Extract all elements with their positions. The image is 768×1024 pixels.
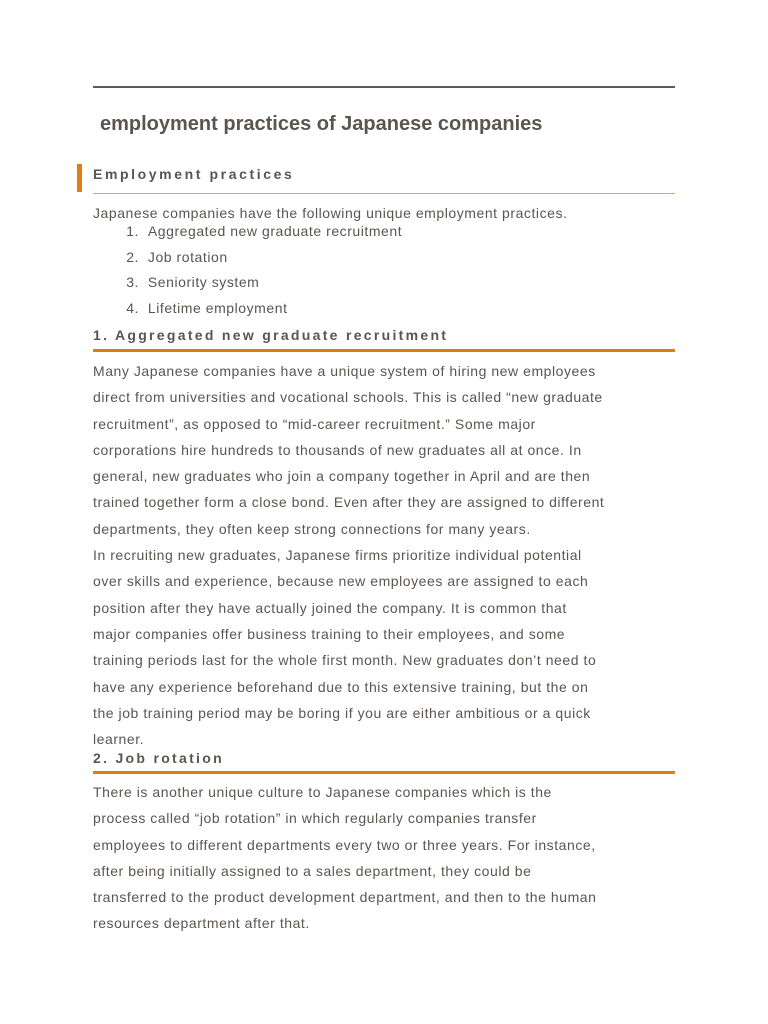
body-line: after being initially assigned to a sales department, they could be <box>93 862 532 879</box>
body-line: general, new graduates who join a company together in April and are then <box>93 468 591 485</box>
body-line: the job training period may be boring if you are either ambitious or a quick <box>93 704 591 721</box>
section-divider <box>93 193 675 194</box>
list-item-number: 4. <box>126 300 139 316</box>
list-item <box>93 223 402 239</box>
body-line: transferred to the product development department, and then to the human <box>93 889 597 906</box>
subsection-body <box>93 358 683 752</box>
list-item <box>93 274 259 290</box>
body-line: have any experience beforehand due to this extensive training, but the on <box>93 678 589 695</box>
list-item-label: Lifetime employment <box>147 300 288 316</box>
body-line: Many Japanese companies have a unique system of hiring new employees <box>93 363 596 379</box>
body-line: recruitment”, as opposed to “mid-career recruitment.” Some major <box>93 415 536 432</box>
body-line: over skills and experience, because new employees are assigned to each <box>93 573 589 590</box>
subsection-heading: 2. Job rotation <box>93 750 224 766</box>
body-line: direct from universities and vocational schools. This is called “new graduate <box>93 389 603 406</box>
intro-paragraph: Japanese companies have the following unique employment practices. <box>93 205 568 221</box>
list-item <box>93 300 288 316</box>
document-title: employment practices of Japanese companies <box>100 113 543 135</box>
list-item <box>93 249 228 265</box>
subsection-divider <box>93 771 675 774</box>
list-item-label: Seniority system <box>147 274 260 290</box>
body-line: trained together form a close bond. Even after they are assigned to different <box>93 494 605 511</box>
subsection-heading: 1. Aggregated new graduate recruitment <box>93 327 449 343</box>
section-accent-bar <box>77 164 82 192</box>
body-line: employees to different departments every two or three years. For instance, <box>93 836 596 853</box>
list-item-label: Job rotation <box>147 249 228 265</box>
section-heading: Employment practices <box>93 166 295 182</box>
list-item-number: 2. <box>126 249 139 265</box>
subsection-body <box>93 779 683 937</box>
body-line: In recruiting new graduates, Japanese firms prioritize individual potential <box>93 547 582 564</box>
body-line: major companies offer business training to their employees, and some <box>93 625 566 642</box>
subsection-divider <box>93 349 675 352</box>
body-line: resources department after that. <box>93 915 310 932</box>
list-item-number: 1. <box>126 223 139 239</box>
body-line: process called “job rotation” in which regularly companies transfer <box>93 810 537 827</box>
top-divider <box>93 86 675 88</box>
body-line: learner. <box>93 731 145 748</box>
list-item-number: 3. <box>126 274 139 290</box>
body-line: There is another unique culture to Japanese companies which is the <box>93 784 552 800</box>
body-line: training periods last for the whole first month. New graduates don’t need to <box>93 652 597 669</box>
list-item-label: Aggregated new graduate recruitment <box>147 223 403 239</box>
body-line: corporations hire hundreds to thousands of new graduates all at once. In <box>93 441 582 458</box>
body-line: departments, they often keep strong connections for many years. <box>93 520 531 537</box>
body-line: position after they have actually joined the company. It is common that <box>93 599 567 616</box>
